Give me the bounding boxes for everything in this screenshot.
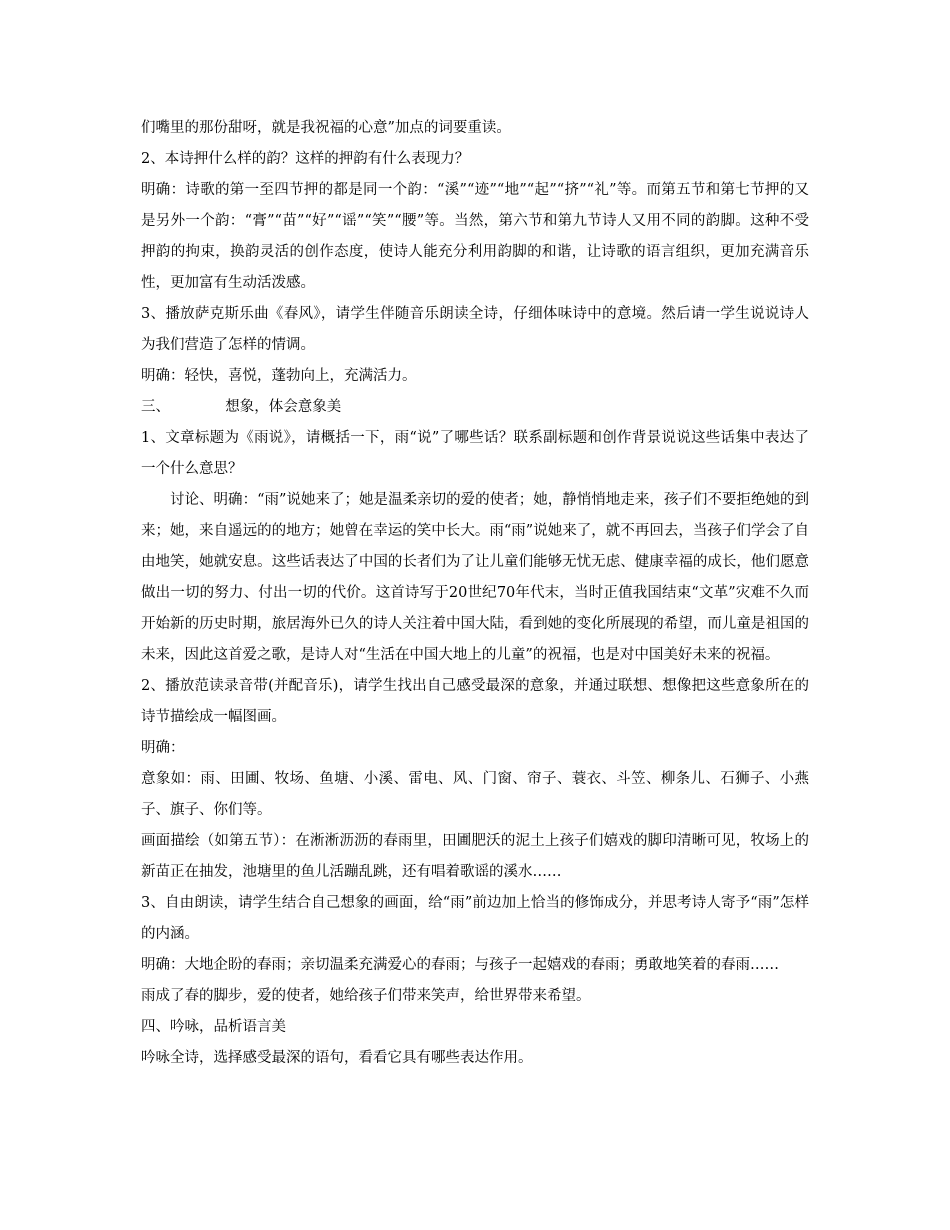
- question-3-music: 3、播放萨克斯乐曲《春风》，请学生伴随音乐朗读全诗，仔细体味诗中的意境。然后请一学生说说诗人为我们营造了怎样的情调。: [141, 306, 809, 353]
- task-recite: 吟咏全诗，选择感受最深的语句，看看它具有哪些表达作用。: [141, 1050, 533, 1066]
- question-3-modifier: 3、自由朗读，请学生结合自己想象的画面，给“雨”前边加上恰当的修饰成分，并思考诗人寄予“雨”怎样的内涵。: [141, 895, 809, 942]
- answer-rhyme: 明确：诗歌的第一至四节押的都是同一个韵：“溪”“迹”“地”“起”“挤”“礼”等。而第五节和第七节押的又是另外一个韵：“膏”“苗”“好”“谣”“笑”“腰”等。当然，第六节和第九节诗人又用不同的韵脚。这种不受押韵的拘束，换韵灵活的创作态度，使诗人能充分利用韵脚的和谐，让诗歌的语言组织，更加充满音乐性，更加富有生动活泼感。: [141, 182, 809, 291]
- scene-description: 画面描绘（如第五节）：在淅淅沥沥的春雨里，田圃肥沃的泥土上孩子们嬉戏的脚印清晰可见，牧场上的新苗正在抽发，池塘里的鱼儿活蹦乱跳，还有唱着歌谣的溪水……: [141, 833, 809, 880]
- question-2-rhyme: 2、本诗押什么样的韵？这样的押韵有什么表现力？: [141, 151, 470, 167]
- section-heading-4: 四、吟咏，品析语言美: [141, 1019, 286, 1035]
- discussion-answer: 讨论、明确：“雨”说她来了；她是温柔亲切的爱的使者；她，静悄悄地走来，孩子们不要拒绝她的到来；她，来自遥远的的地方；她曾在幸运的笑中长大。雨“雨”说她来了，就不再回去，当孩子们学会了自由地笑，她就安息。这些话表达了中国的长者们为了让儿童们能够无忧无虑、健康幸福的成长，他们愿意做出一切的努力、付出一切的代价。这首诗写于20世纪70年代末，当时正值我国结束“文革”灾难不久而开始新的历史时期，旅居海外已久的诗人关注着中国大陆，看到她的变化所展现的希望，而儿童是祖国的未来，因此这首爱之歌，是诗人对“生活在中国大地上的儿童”的祝福，也是对中国美好未来的祝福。: [141, 492, 809, 663]
- rain-summary: 雨成了春的脚步，爱的使者，她给孩子们带来笑声，给世界带来希望。: [141, 988, 591, 1004]
- section-heading-3: 三、 想象，体会意象美: [141, 399, 342, 415]
- imagery-list: 意象如：雨、田圃、牧场、鱼塘、小溪、雷电、风、门窗、帘子、蓑衣、斗笠、柳条儿、石狮子、小燕子、旗子、你们等。: [141, 771, 809, 818]
- answer-spring-rain: 明确：大地企盼的春雨；亲切温柔充满爱心的春雨；与孩子一起嬉戏的春雨；勇敢地笑着的春雨……: [141, 957, 779, 973]
- answer-label: 明确：: [141, 740, 185, 756]
- document-body: [141, 113, 809, 1074]
- paragraph-continuation: 们嘴里的那份甜呀，就是我祝福的心意”加点的词要重读。: [141, 120, 511, 136]
- question-2-imagery: 2、播放范读录音带(并配音乐)，请学生找出自己感受最深的意象，并通过联想、想像把这些意象所在的诗节描绘成一幅图画。: [141, 678, 809, 725]
- answer-mood: 明确：轻快，喜悦，蓬勃向上，充满活力。: [141, 368, 417, 384]
- question-1-title: 1、文章标题为《雨说》，请概括一下，雨“说”了哪些话？联系副标题和创作背景说说这些话集中表达了一个什么意思？: [141, 430, 809, 477]
